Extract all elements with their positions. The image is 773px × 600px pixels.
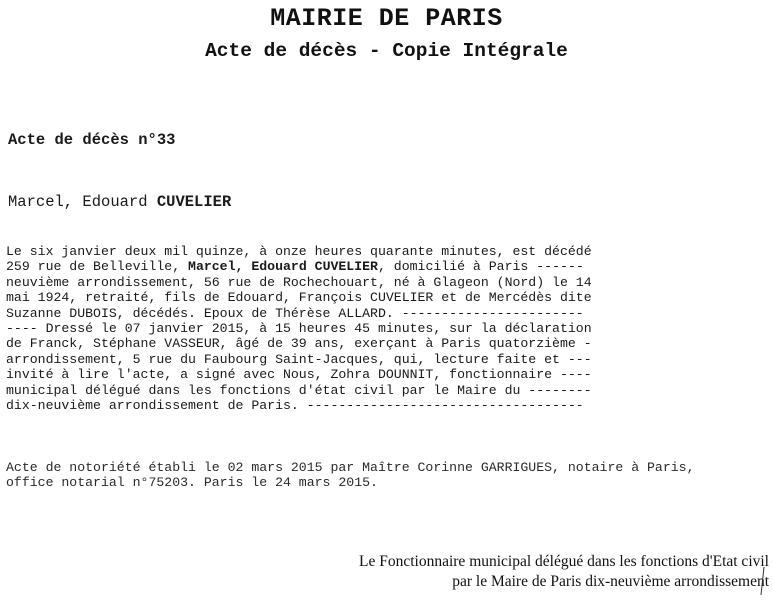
document-title: MAIRIE DE PARIS: [270, 4, 503, 33]
body-line: [6, 321, 686, 336]
notoriete-line: Acte de notoriété établi le 02 mars 2015 par Maître Corinne GARRIGUES, notaire à Paris,: [6, 460, 695, 475]
body-line: [6, 367, 686, 382]
signature-line: Le Fonctionnaire municipal délégué dans les fonctions d'Etat civil: [359, 553, 769, 570]
body-line: [6, 352, 686, 367]
certificate-body: [6, 244, 686, 413]
notoriete-note: [6, 460, 726, 491]
body-line-text: Suzanne DUBOIS, décédés. Epoux de Thérèse ALLARD. -----------------------: [6, 305, 584, 321]
body-line-text: de Franck, Stéphane VASSEUR, âgé de 39 ans, exerçant à Paris quatorzième -: [6, 336, 592, 352]
body-line-text: 259 rue de Belleville,: [6, 259, 189, 275]
person-name: [8, 193, 231, 211]
body-line: [6, 275, 686, 290]
body-line-text: , domicilié à Paris ------: [377, 259, 584, 275]
body-line-text: municipal délégué dans les fonctions d'état civil par le Maire du --------: [6, 382, 592, 398]
person-surname: CUVELIER: [156, 193, 232, 211]
pen-stroke-mark: [757, 566, 767, 596]
body-line: [6, 336, 686, 351]
body-line: [6, 398, 686, 413]
signature-line: par le Maire de Paris dix-neuvième arrondissement: [452, 573, 769, 590]
document-subtitle: Acte de décès - Copie Intégrale: [205, 40, 568, 62]
body-line: [6, 290, 686, 305]
body-line-text: Le six janvier deux mil quinze, à onze heures quarante minutes, est décédé: [6, 244, 592, 259]
body-line-text: neuvième arrondissement, 56 rue de Rochechouart, né à Glageon (Nord) le 14: [6, 274, 592, 290]
person-given-names: Marcel, Edouard: [8, 193, 148, 211]
signature-block: [359, 552, 769, 592]
body-line-text: ---- Dressé le 07 janvier 2015, à 15 heures 45 minutes, sur la déclaration: [6, 321, 592, 337]
body-line: [6, 244, 686, 259]
acte-number: Acte de décès n°33: [8, 131, 176, 149]
body-line: [6, 259, 686, 274]
notoriete-line: office notarial n°75203. Paris le 24 mars 2015.: [6, 475, 378, 491]
body-line: [6, 306, 686, 321]
body-line-text: dix-neuvième arrondissement de Paris. -----------------------------------: [6, 398, 584, 414]
body-line-text: mai 1924, retraité, fils de Edouard, François CUVELIER et de Mercédès dite: [6, 290, 592, 306]
body-line-text: arrondissement, 5 rue du Faubourg Saint-Jacques, qui, lecture faite et ---: [6, 351, 592, 367]
body-line: [6, 383, 686, 398]
body-line-text: invité à lire l'acte, a signé avec Nous, Zohra DOUNNIT, fonctionnaire ----: [6, 367, 592, 383]
body-line-bold-name: Marcel, Edouard CUVELIER: [188, 259, 378, 275]
